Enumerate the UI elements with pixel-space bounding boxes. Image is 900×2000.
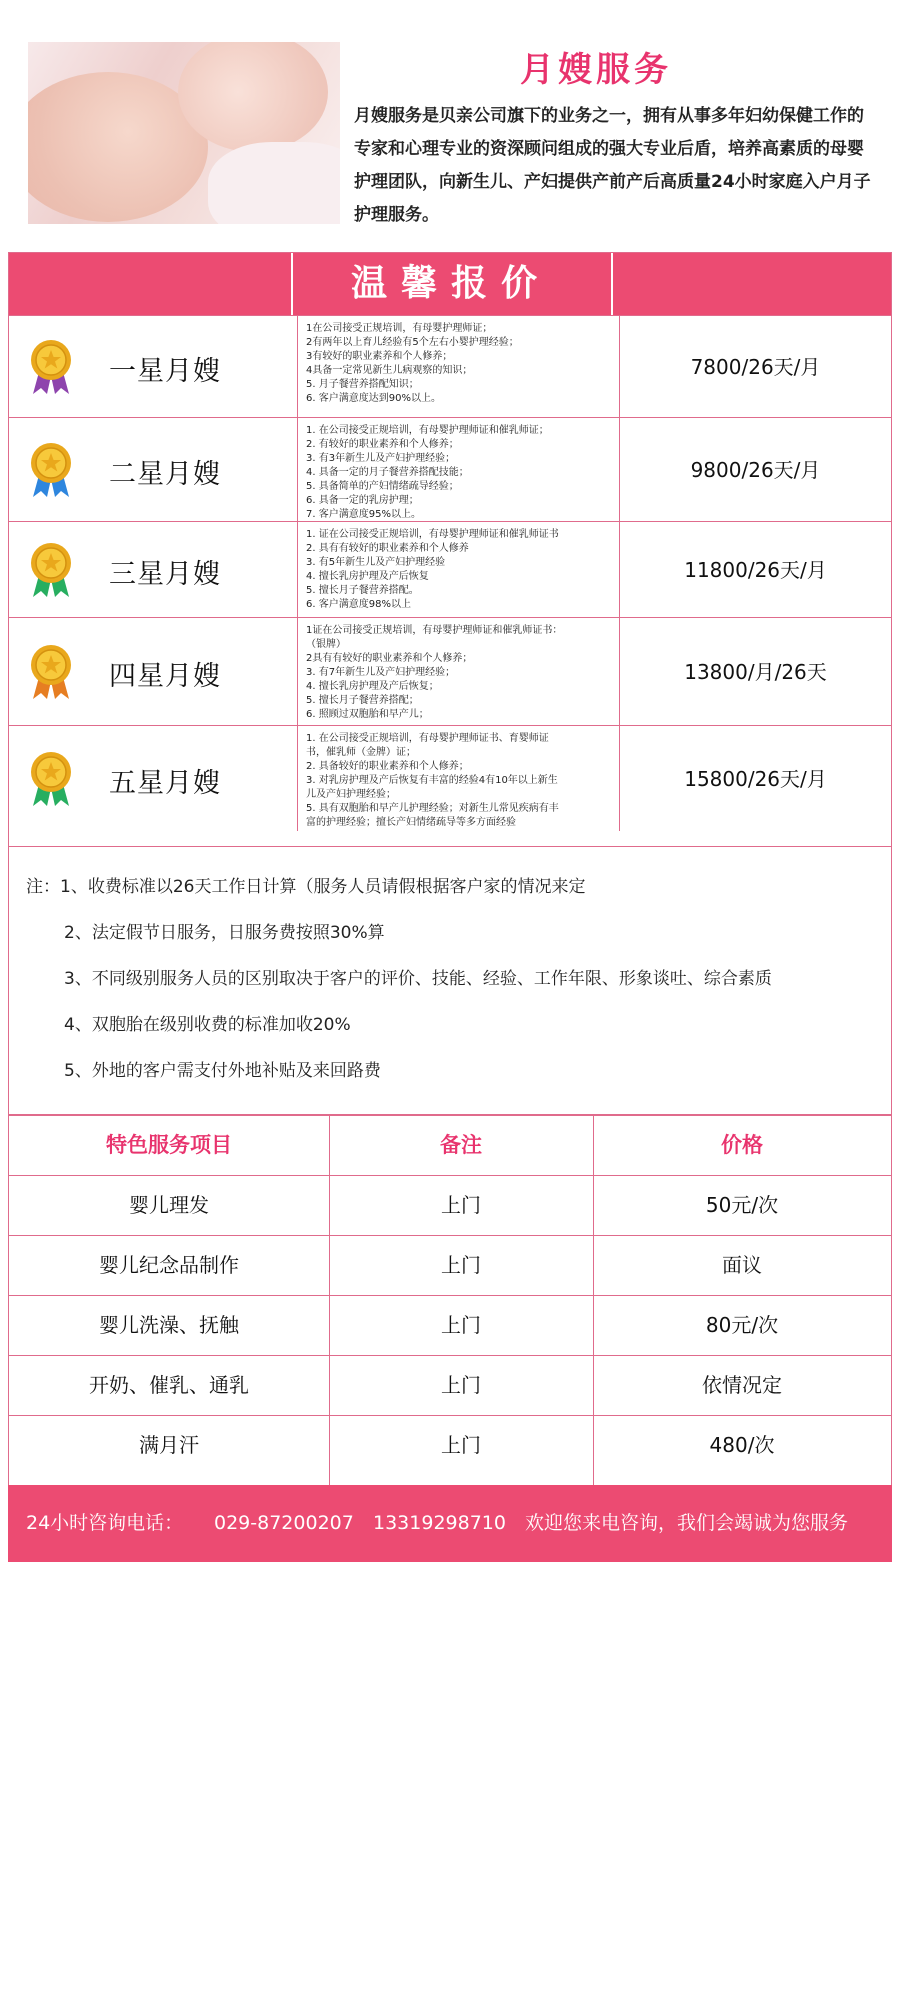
price-row [9,417,891,521]
service-note: 上门 [441,1433,481,1457]
cloth-shape [208,142,340,224]
service-price: 50元/次 [705,1193,779,1217]
requirement-line: 1. 证在公司接受正规培训，有母婴护理师证和催乳师证书 [306,529,559,540]
requirement-line: 3. 对乳房护理及产后恢复有丰富的经验4有10年以上新生 [306,775,558,786]
service-name: 婴儿理发 [129,1193,209,1217]
service-row [9,1295,891,1355]
service-name: 开奶、催乳、通乳 [89,1373,249,1397]
intro-description: 月嫂服务是贝亲公司旗下的业务之一，拥有从事多年妇幼保健工作的专家和心理专业的资深顾问组成的强大专业后盾，培养高素质的母婴护理团队，向新生儿、产妇提供产前产后高质量24小时家庭入户月子护理服务。 [354,106,871,225]
requirement-line: 2. 有较好的职业素养和个人修养； [306,439,459,450]
service-row [9,1175,891,1235]
level-price: 9800/26天/月 [619,418,891,521]
requirement-line: 1. 在公司接受正规培训，有母婴护理师证书、育婴师证 [306,733,549,744]
price-table [8,252,892,847]
price-row [9,315,891,417]
requirement-line: 5. 具备简单的产妇情绪疏导经验； [306,481,459,492]
requirement-line: 2有两年以上育儿经验有5个左右小婴护理经验； [306,337,519,348]
footer-contact-bar [8,1485,892,1562]
requirement-line: 2. 具备较好的职业素养和个人修养； [306,761,469,772]
level-requirements [297,522,619,617]
services-header-row [9,1115,891,1175]
requirement-line: 7. 客户满意度95%以上。 [306,509,421,520]
requirement-line: 1. 在公司接受正规培训，有母婴护理师证和催乳师证； [306,425,549,436]
column-divider [329,1115,330,1485]
price-table-header [9,253,891,315]
level-price: 7800/26天/月 [619,316,891,417]
service-row [9,1235,891,1295]
level-name: 二星月嫂 [109,459,221,490]
medal-icon [29,541,73,599]
requirement-line: 3有较好的职业素养和个人修养； [306,351,453,362]
requirement-line: 4. 具备一定的月子餐营养搭配技能； [306,467,469,478]
services-header-cell: 价格 [721,1133,763,1157]
medal-icon [29,441,73,499]
footer-phone-mobile[interactable]: 13319298710 [373,1512,506,1534]
price-row [9,725,891,831]
level-price: 15800/26天/月 [619,726,891,831]
footer-message: 欢迎您来电咨询，我们会竭诚为您服务 [525,1512,849,1534]
requirement-line: 2具有有较好的职业素养和个人修养； [306,653,473,664]
mother-baby-photo [28,42,340,224]
service-price: 面议 [722,1253,762,1277]
requirement-line: 5. 具有双胞胎和早产儿护理经验；对新生儿常见疾病有丰 [306,803,559,814]
requirement-line: （银牌） [306,639,346,650]
service-price: 480/次 [709,1433,775,1457]
service-price: 依情况定 [702,1373,782,1397]
page-title: 月嫂服务 [520,50,672,90]
service-note: 上门 [441,1253,481,1277]
notes-section [8,847,892,1115]
requirement-line: 2. 具有有较好的职业素养和个人修养 [306,543,469,554]
service-name: 满月汗 [139,1433,199,1457]
requirement-line: 1在公司接受正规培训，有母婴护理师证； [306,323,493,334]
level-requirements [297,316,619,417]
service-name: 婴儿洗澡、抚触 [99,1313,239,1337]
requirement-line: 3. 有7年新生儿及产妇护理经验； [306,667,456,678]
note-item: 4、双胞胎在级别收费的标准加收20% [64,1015,351,1035]
level-name: 三星月嫂 [109,559,221,590]
requirement-line: 儿及产妇护理经验； [306,789,396,800]
medal-icon [29,750,73,808]
requirement-line: 书，催乳师（金牌）证； [306,747,416,758]
services-header-cell: 特色服务项目 [106,1133,232,1157]
requirement-line: 3. 有3年新生儿及产妇护理经验； [306,453,456,464]
services-table [8,1115,892,1485]
price-row [9,617,891,725]
service-row [9,1415,891,1475]
requirement-line: 1证在公司接受正规培训，有母婴护理师证和催乳师证书： [306,625,563,636]
medal-icon [29,643,73,701]
level-price: 13800/月/26天 [619,618,891,725]
column-divider [593,1115,594,1485]
service-row [9,1355,891,1415]
note-item: 2、法定假节日服务，日服务费按照30%算 [64,923,385,943]
requirement-line: 6. 客户满意度达到90%以上。 [306,393,441,404]
service-price: 80元/次 [705,1313,779,1337]
requirement-line: 5. 擅长月子餐营养搭配。 [306,585,419,596]
requirement-line: 6. 客户满意度98%以上 [306,599,411,610]
requirement-line: 4具备一定常见新生儿病观察的知识； [306,365,473,376]
price-table-title: 温馨报价 [350,263,551,304]
level-name: 四星月嫂 [109,661,221,692]
footer-label: 24小时咨询电话： [26,1512,184,1534]
requirement-line: 4. 擅长乳房护理及产后恢复 [306,571,429,582]
note-item: 3、不同级别服务人员的区别取决于客户的评价、技能、经验、工作年限、形象谈吐、综合素质 [64,969,772,989]
footer-phone-landline[interactable]: 029-87200207 [214,1512,354,1534]
price-row [9,521,891,617]
baby-shape [178,42,328,152]
requirement-line: 3. 有5年新生儿及产妇护理经验 [306,557,446,568]
service-name: 婴儿纪念品制作 [99,1253,239,1277]
service-note: 上门 [441,1313,481,1337]
header-divider [611,253,613,315]
level-name: 一星月嫂 [109,356,221,387]
level-requirements [297,726,619,831]
level-price: 11800/26天/月 [619,522,891,617]
requirement-line: 5. 月子餐营养搭配知识； [306,379,419,390]
level-name: 五星月嫂 [109,768,221,799]
level-requirements [297,618,619,725]
service-note: 上门 [441,1193,481,1217]
note-item: 注：1、收费标准以26天工作日计算（服务人员请假根据客户家的情况来定 [26,877,586,897]
services-header-cell: 备注 [440,1133,482,1157]
requirement-line: 5. 擅长月子餐营养搭配； [306,695,419,706]
requirement-line: 富的护理经验；擅长产妇情绪疏导等多方面经验 [306,817,516,828]
note-item: 5、外地的客户需支付外地补贴及来回路费 [64,1061,381,1081]
requirement-line: 4. 擅长乳房护理及产后恢复； [306,681,439,692]
requirement-line: 6. 照顾过双胞胎和早产儿； [306,709,429,720]
requirement-line: 6. 具备一定的乳房护理； [306,495,419,506]
service-note: 上门 [441,1373,481,1397]
level-requirements [297,418,619,521]
medal-icon [29,338,73,396]
intro-section [0,0,900,250]
